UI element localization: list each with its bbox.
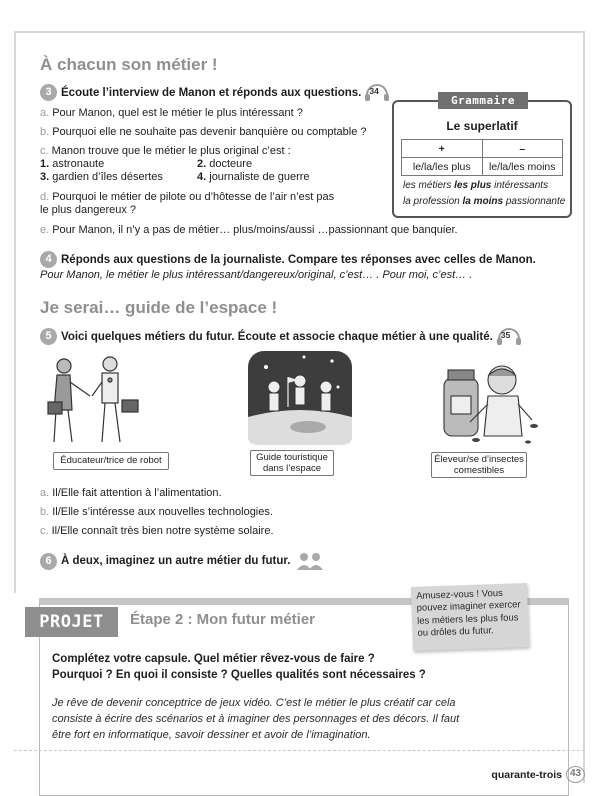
project-step-title: Étape 2 : Mon futur métier bbox=[130, 611, 316, 628]
minus-header: – bbox=[482, 140, 563, 158]
page-footer bbox=[491, 766, 585, 783]
question-c: c. Manon trouve que le métier le plus original c’est : bbox=[40, 145, 291, 157]
exercise-3-text: Écoute l’interview de Manon et réponds aux questions. bbox=[61, 86, 362, 99]
caption-robot-educator: Éducateur/trice de robot bbox=[53, 452, 169, 470]
section-title-metiers: À chacun son métier ! bbox=[40, 55, 218, 74]
question-b: b. Pourquoi elle ne souhaite pas devenir banquière ou comptable ? bbox=[40, 126, 367, 138]
ex5-question-b: b. Il/Elle s’intéresse aux nouvelles technologies. bbox=[40, 506, 273, 518]
project-example-line-3: être fort en informatique, savoir dessiner et avoir de l’imagination. bbox=[52, 729, 371, 741]
page-number: 43 bbox=[566, 766, 585, 783]
page-number-word: quarante-trois bbox=[491, 768, 562, 781]
bottom-divider bbox=[14, 750, 585, 751]
audio-track-number: 34 bbox=[369, 86, 379, 96]
plus-header: + bbox=[402, 140, 483, 158]
ex5-question-a: a. Il/Elle fait attention à l’alimentation. bbox=[40, 487, 222, 499]
minus-form: le/la/les moins bbox=[482, 158, 563, 176]
audio-track-number: 35 bbox=[500, 330, 511, 340]
pair-work-icon bbox=[296, 552, 324, 570]
exercise-4-model: Pour Manon, le métier le plus intéressant/dangereux/original, c’est… . Pour moi, c’est… . bbox=[40, 269, 473, 281]
space-guide-illustration bbox=[244, 347, 356, 449]
grammar-title: Grammaire bbox=[438, 92, 528, 109]
caption-insect-breeder: Éleveur/se d’insectes comestibles bbox=[431, 452, 527, 478]
option-1: 1. astronaute bbox=[40, 158, 105, 170]
exercise-5-text: Voici quelques métiers du futur. Écoute et associe chaque métier à une qualité. bbox=[61, 330, 493, 343]
option-3: 3. gardien d’îles désertes bbox=[40, 171, 163, 183]
grammar-table bbox=[401, 139, 563, 176]
exercise-4-instruction bbox=[40, 251, 536, 268]
exercise-6-instruction bbox=[40, 552, 324, 570]
grammar-example-1: les métiers les plus intéressants bbox=[403, 180, 549, 191]
ex5-question-c: c. Il/Elle connaît très bien notre système solaire. bbox=[40, 525, 274, 537]
exercise-3-instruction bbox=[40, 84, 388, 101]
project-example-line-1: Je rêve de devenir conceptrice de jeux vidéo. C’est le métier le plus créatif car cela bbox=[52, 697, 456, 709]
exercise-6-text: À deux, imaginez un autre métier du futur. bbox=[61, 555, 291, 567]
audio-track-icon[interactable] bbox=[366, 84, 388, 101]
exercise-number-6: 6 bbox=[40, 553, 57, 570]
section-title-guide: Je serai… guide de l’espace ! bbox=[40, 298, 278, 317]
question-e: e. Pour Manon, il n’y a pas de métier… plus/moins/aussi …passionnant que banquier. bbox=[40, 224, 458, 236]
page-frame-left bbox=[14, 31, 16, 593]
question-d-line2: le plus dangereux ? bbox=[40, 204, 137, 216]
grammar-example-2: la profession la moins passionnante bbox=[403, 196, 566, 207]
exercise-number-4: 4 bbox=[40, 251, 57, 268]
plus-form: le/la/les plus bbox=[402, 158, 483, 176]
project-question-1: Complétez votre capsule. Quel métier rêvez-vous de faire ? bbox=[52, 653, 375, 665]
project-label: PROJET bbox=[25, 607, 118, 637]
exercise-number-3: 3 bbox=[40, 84, 57, 101]
option-2: 2. docteure bbox=[197, 158, 253, 170]
exercise-5-instruction bbox=[40, 328, 520, 345]
insect-breeder-illustration bbox=[436, 356, 546, 451]
caption-space-guide: Guide touristique dans l’espace bbox=[250, 450, 334, 476]
option-4: 4. journaliste de guerre bbox=[197, 171, 310, 183]
exercise-4-text: Réponds aux questions de la journaliste. Compare tes réponses avec celles de Manon. bbox=[61, 253, 536, 266]
tip-postit: Amusez-vous ! Vous pouvez imaginer exercer les métiers les plus fous ou drôles du futur. bbox=[411, 583, 529, 651]
question-d: d. Pourquoi le métier de pilote ou d’hôtesse de l’air n’est pas bbox=[40, 191, 335, 203]
exercise-number-5: 5 bbox=[40, 328, 57, 345]
project-question-2: Pourquoi ? En quoi il consiste ? Quelles qualités sont nécessaires ? bbox=[52, 669, 426, 681]
robot-handshake-illustration bbox=[38, 350, 148, 450]
project-example-line-2: consiste à écrire des scénarios et à imaginer des personnages et des décors. Il faut bbox=[52, 713, 460, 725]
question-a: a. Pour Manon, quel est le métier le plus intéressant ? bbox=[40, 107, 303, 119]
grammar-subtitle: Le superlatif bbox=[446, 119, 518, 133]
audio-track-icon[interactable] bbox=[498, 328, 520, 345]
